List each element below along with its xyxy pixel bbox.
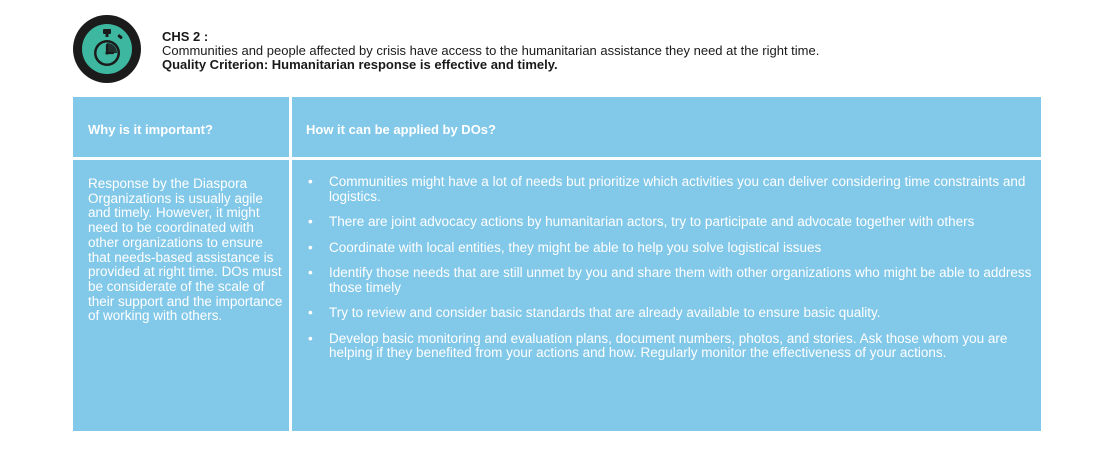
stopwatch-badge xyxy=(72,14,142,84)
list-item xyxy=(304,332,1034,361)
stopwatch-icon xyxy=(72,14,142,84)
list-item-text: There are joint advocacy actions by humanitarian actors, try to participate and advocate together with others xyxy=(329,214,975,229)
bullet-icon: • xyxy=(308,214,313,229)
guidance-table xyxy=(73,97,1041,431)
bullet-icon: • xyxy=(308,239,313,255)
column-divider xyxy=(289,97,292,431)
bullet-icon: • xyxy=(308,305,313,320)
list-item xyxy=(304,306,1034,321)
list-item xyxy=(304,266,1034,295)
bullet-icon: • xyxy=(308,174,313,189)
list-item-text: Communities might have a lot of needs but prioritize which activities you can deliver considering time constraints and logistics. xyxy=(329,174,1026,204)
list-item-text: Try to review and consider basic standards that are already available to ensure basic quality. xyxy=(329,305,881,320)
header-why-important: Why is it important? xyxy=(88,122,213,137)
list-item xyxy=(304,241,1034,256)
standard-header xyxy=(162,30,1062,72)
chs-statement: Communities and people affected by crisis have access to the humanitarian assistance they need at the right time. xyxy=(162,43,820,58)
header-row-divider xyxy=(73,157,1041,160)
bullet-icon: • xyxy=(308,330,313,346)
list-item-text: Coordinate with local entities, they might be able to help you solve logistical issues xyxy=(329,239,822,255)
list-item-text: Identify those needs that are still unmet by you and share them with other organizations who might be able to address those timely xyxy=(329,265,1032,295)
how-applied-list xyxy=(304,175,1034,372)
list-item xyxy=(304,215,1034,230)
list-item xyxy=(304,175,1034,204)
why-important-text: Response by the Diaspora Organizations is usually agile and timely. However, it might need to be coordinated with other organizations to ensure that needs-based assistance is provided at right time. DOs must be considerate of the scale of their support and the importance of working with others. xyxy=(88,176,283,324)
header-how-applied: How it can be applied by DOs? xyxy=(306,122,496,137)
quality-criterion: Quality Criterion: Humanitarian response is effective and timely. xyxy=(162,57,558,72)
list-item-text: Develop basic monitoring and evaluation plans, document numbers, photos, and stories. Ask those whom you are helping if they benefited from your actions and how. Regularly monitor the effectiveness of your actions. xyxy=(329,330,1008,360)
bullet-icon: • xyxy=(308,265,313,280)
chs-code: CHS 2 : xyxy=(162,29,209,44)
